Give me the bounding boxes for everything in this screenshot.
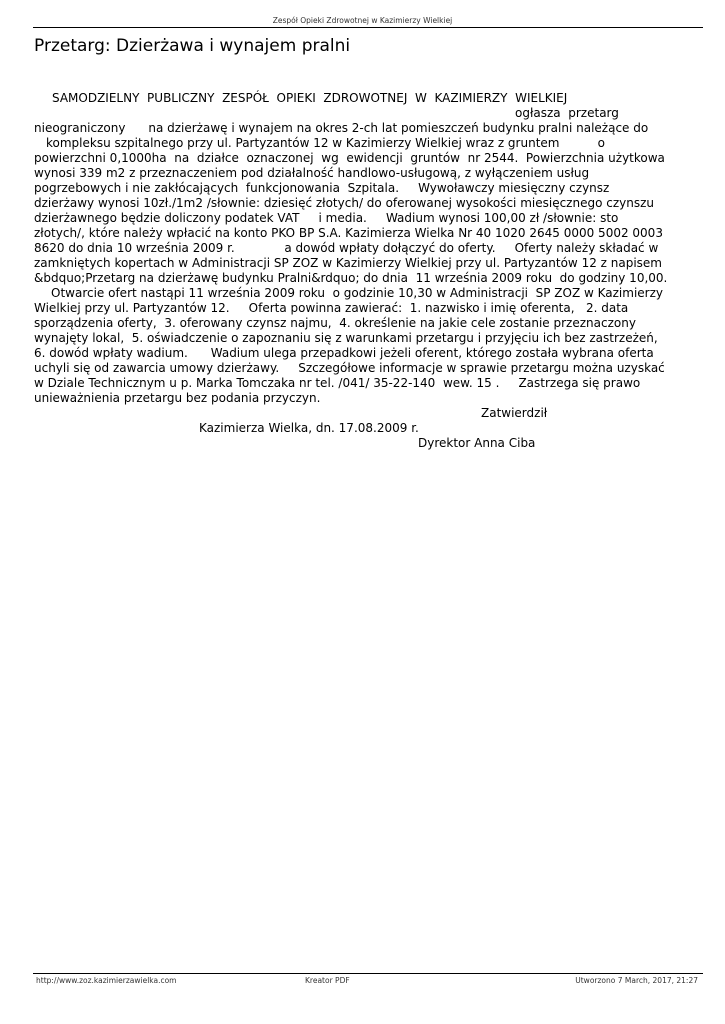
body-line: wynosi 339 m2 z przeznaczeniem pod działalność handlowo-usługową, z wyłączeniem usług [34, 166, 590, 180]
body-line: Wielkiej przy ul. Partyzantów 12. Oferta powinna zawierać: 1. nazwisko i imię oferenta, 2. data [34, 301, 629, 315]
body-line: zamkniętych kopertach w Administracji SP ZOZ w Kazimierzy Wielkiej przy ul. Partyzantów 12 z napisem [34, 256, 662, 270]
body-line: powierzchni 0,1000ha na działce oznaczonej wg ewidencji gruntów nr 2544. Powierzchnia użytkowa [34, 151, 665, 165]
page-header: Zespół Opieki Zdrowotnej w Kazimierzy Wielkiej [272, 16, 453, 25]
footer-generator: Kreator PDF [305, 976, 350, 985]
body-line: SAMODZIELNY PUBLICZNY ZESPÓŁ OPIEKI ZDROWOTNEJ W KAZIMIERZY WIELKIEJ [52, 91, 568, 105]
body-line: Otwarcie ofert nastąpi 11 września 2009 roku o godzinie 10,30 w Administracji SP ZOZ w Kazimierzy [51, 286, 664, 300]
body-line: kompleksu szpitalnego przy ul. Partyzantów 12 w Kazimierzy Wielkiej wraz z gruntem o [46, 136, 605, 150]
body-line: &bdquo;Przetarg na dzierżawę budynku Pralni&rdquo; do dnia 11 września 2009 roku do godziny 10,00. [34, 271, 668, 285]
body-line: 8620 do dnia 10 września 2009 r. a dowód wpłaty dołączyć do oferty. Oferty należy składać w [34, 241, 659, 255]
place-date: Kazimierza Wielka, dn. 17.08.2009 r. [199, 421, 419, 435]
body-line: uchyli się od zawarcia umowy dzierżawy. Szczegółowe informacje w sprawie przetargu można uzyskać [34, 361, 665, 375]
body-line: w Dziale Technicznym u p. Marka Tomczaka nr tel. /041/ 35-22-140 wew. 15 . Zastrzega się prawo [34, 376, 641, 390]
body-line: unieważnienia przetargu bez podania przyczyn. [34, 391, 321, 405]
approved-label: Zatwierdził [481, 406, 548, 420]
header-divider [33, 27, 703, 28]
footer-created: Utworzono 7 March, 2017, 21:27 [575, 976, 698, 985]
footer-divider [33, 973, 703, 974]
body-line: nieograniczony na dzierżawę i wynajem na okres 2-ch lat pomieszczeń budynku pralni należące do [34, 121, 649, 135]
body-line: ogłasza przetarg [515, 106, 619, 120]
body-line: sporządzenia oferty, 3. oferowany czynsz najmu, 4. określenie na jakie cele zostanie przeznaczony [34, 316, 636, 330]
page-title: Przetarg: Dzierżawa i wynajem pralni [34, 36, 351, 56]
body-line: 6. dowód wpłaty wadium. Wadium ulega przepadkowi jeżeli oferent, którego została wybrana oferta [34, 346, 654, 360]
body-line: wynajęty lokal, 5. oświadczenie o zapoznaniu się z warunkami przetargu i przyjęciu ich bez zastrzeżeń, [34, 331, 658, 345]
body-line: pogrzebowych i nie zakłócających funkcjonowania Szpitala. Wywoławczy miesięczny czynsz [34, 181, 610, 195]
footer-url[interactable]: http://www.zoz.kazimierzawielka.com [36, 976, 177, 985]
body-line: złotych/, które należy wpłacić na konto PKO BP S.A. Kazimierza Wielka Nr 40 1020 2645 0000 5002 0003 [34, 226, 663, 240]
body-line: dzierżawnego będzie doliczony podatek VAT i media. Wadium wynosi 100,00 zł /słownie: sto [34, 211, 619, 225]
body-line: dzierżawy wynosi 10zł./1m2 /słownie: dziesięć złotych/ do oferowanej wysokości miesięcznego czynszu [34, 196, 654, 210]
director-signature: Dyrektor Anna Ciba [418, 436, 536, 450]
